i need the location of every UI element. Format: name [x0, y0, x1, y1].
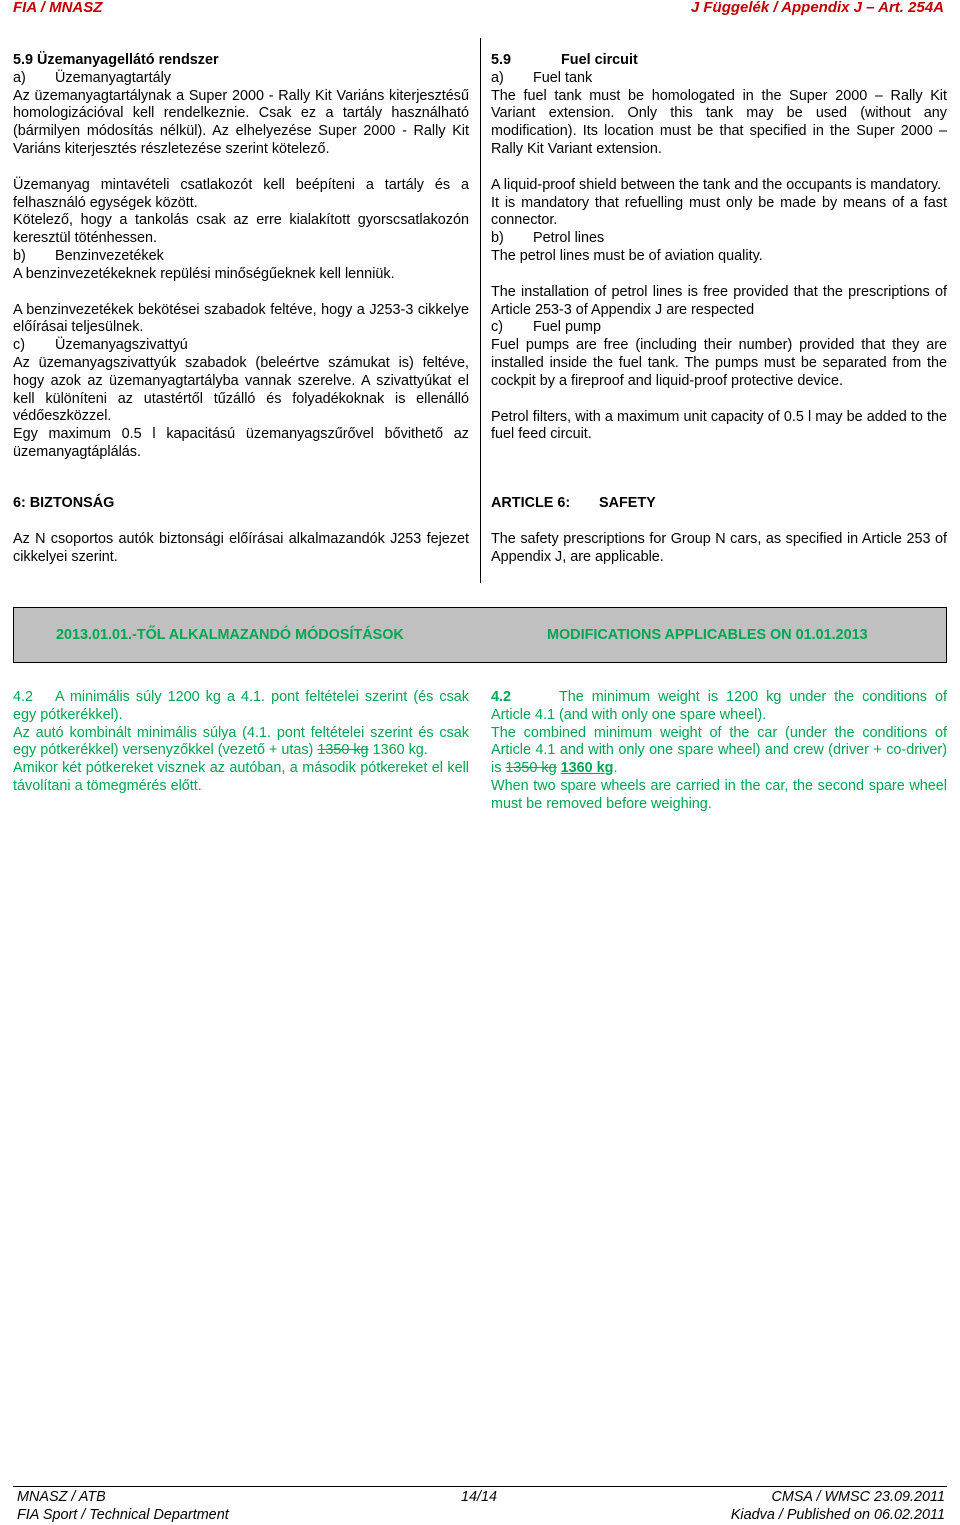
footer-r2-right: Kiadva / Published on 06.02.2011 [730, 1507, 945, 1523]
right-para-1: The fuel tank must be homologated in the Super 2000 – Rally Kit Variant extension. Only this tank may be used (without any modification). Its location must be that specified in the Super 2000 – Rally Kit Variant extension. [491, 87, 947, 157]
right-sec6-title: ARTICLE 6: SAFETY [491, 495, 656, 511]
footer-rule [13, 1486, 947, 1487]
header-right: J Függelék / Appendix J – Art. 254A [690, 0, 944, 16]
right-para-4: The petrol lines must be of aviation quality. [491, 247, 763, 264]
left-para-4: A benzinvezetékeknek repülési minőségűeknek kell lenniük. [13, 265, 395, 282]
left-section-title: 5.9 Üzemanyagellátó rendszer [13, 52, 219, 68]
footer-r2-left: FIA Sport / Technical Department [17, 1507, 229, 1523]
modifications-banner [13, 607, 947, 663]
right-section-title: 5.9 Fuel circuit [491, 52, 638, 68]
mods-left-line-1: 4.2 A minimális súly 1200 kg a 4.1. pont feltételei szerint (és csak egy pótkerékkel). [13, 689, 469, 723]
right-para-7: Petrol filters, with a maximum unit capacity of 0.5 l may be added to the fuel feed circuit. [491, 408, 947, 443]
mods-left-line-2: Az autó kombinált minimális súlya (4.1. pont feltételei szerint és csak egy pótkerékkel) versenyzőkkel (vezető + utas) 1350 kg 1360 kg. [13, 724, 469, 759]
left-para-7: Egy maximum 0.5 l kapacitású üzemanyagszűrővel bővithető az üzemanyagtáplálás. [13, 426, 469, 460]
left-para-2: Üzemanyag mintavételi csatlakozót kell beépíteni a tartály és a felhasználó egységek között. [13, 176, 469, 211]
left-column [13, 52, 469, 462]
footer-page: 14/14 [461, 1489, 498, 1505]
footer-r1-left: MNASZ / ATB [17, 1489, 106, 1505]
column-divider [480, 38, 481, 583]
header-left: FIA / MNASZ [13, 0, 103, 16]
right-sub-b: b) Petrol lines [491, 230, 605, 247]
right-section-6 [491, 495, 947, 566]
mods-left [13, 689, 469, 796]
left-para-8: Az N csoportos autók biztonsági előírásai alkalmazandók J253 fejezet cikkelyei szerint. [13, 530, 469, 565]
left-para-6: Az üzemanyagszivattyúk szabadok (beleértve számukat is) feltéve, hogy azok az üzemanyagtartályba vannak szerelve. A szivattyúkat el kell különíteni az utastértől tűzálló és folyadékoknak is ellenálló védőeszközzel. [13, 354, 469, 425]
banner-right: MODIFICATIONS APPLICABLES ON 01.01.2013 [547, 627, 868, 643]
right-para-5: The installation of petrol lines is free provided that the prescriptions of Article 253-3 of Appendix J are respected [491, 283, 947, 318]
right-para-8: The safety prescriptions for Group N cars, as specified in Article 253 of Appendix J, are applicable. [491, 530, 947, 565]
left-para-1: Az üzemanyagtartálynak a Super 2000 - Rally Kit Variáns kiterjesztésű homologizációval kell rendelkeznie. Csak ez a tartály használható (bármilyen módosítás nélkül). Az elhelyezése Super 2000 - Rally Kit Variáns kiterjesztés részletezése szerint kötelező. [13, 87, 469, 157]
left-sub-b: b) Benzinvezetékek [13, 247, 164, 264]
banner-left: 2013.01.01.-TŐL ALKALMAZANDÓ MÓDOSÍTÁSOK [56, 627, 404, 643]
mods-right-line-1: 4.2 The minimum weight is 1200 kg under the conditions of Article 4.1 (and with only one spare wheel). [491, 689, 947, 723]
mods-right-line-3: When two spare wheels are carried in the car, the second spare wheel must be removed before weighing. [491, 777, 947, 812]
right-column [491, 52, 947, 444]
mods-right-line-2: The combined minimum weight of the car (under the conditions of Article 4.1 and with only one spare wheel) and crew (driver + co-driver) is 1350 kg 1360 kg. [491, 724, 947, 777]
left-section-6 [13, 495, 469, 566]
left-para-3: Kötelező, hogy a tankolás csak az erre kialakított gyorscsatlakozón keresztül töténhessen. [13, 212, 469, 247]
mods-left-line-3: Amikor két pótkereket visznek az autóban, a második pótkereket el kell távolítani a tömegmérés előtt. [13, 760, 469, 794]
mods-right [491, 689, 947, 814]
left-sub-a: a) Üzemanyagtartály [13, 69, 171, 86]
right-para-2: A liquid-proof shield between the tank and the occupants is mandatory. [491, 176, 942, 193]
left-para-5: A benzinvezetékek bekötései szabadok feltéve, hogy a J253-3 cikkelye előírásai teljesülnek. [13, 301, 469, 336]
right-para-6: Fuel pumps are free (including their number) provided that they are installed inside the fuel tank. The pumps must be separated from the cockpit by a fireproof and liquid-proof protective device. [491, 337, 947, 389]
right-sub-a: a) Fuel tank [491, 69, 593, 86]
left-sec6-title: 6: BIZTONSÁG [13, 495, 115, 511]
right-sub-c: c) Fuel pump [491, 319, 601, 336]
right-para-3: It is mandatory that refuelling must only be made by means of a fast connector. [491, 194, 947, 229]
left-sub-c: c) Üzemanyagszivattyú [13, 337, 188, 354]
footer-r1-right: CMSA / WMSC 23.09.2011 [771, 1489, 945, 1505]
